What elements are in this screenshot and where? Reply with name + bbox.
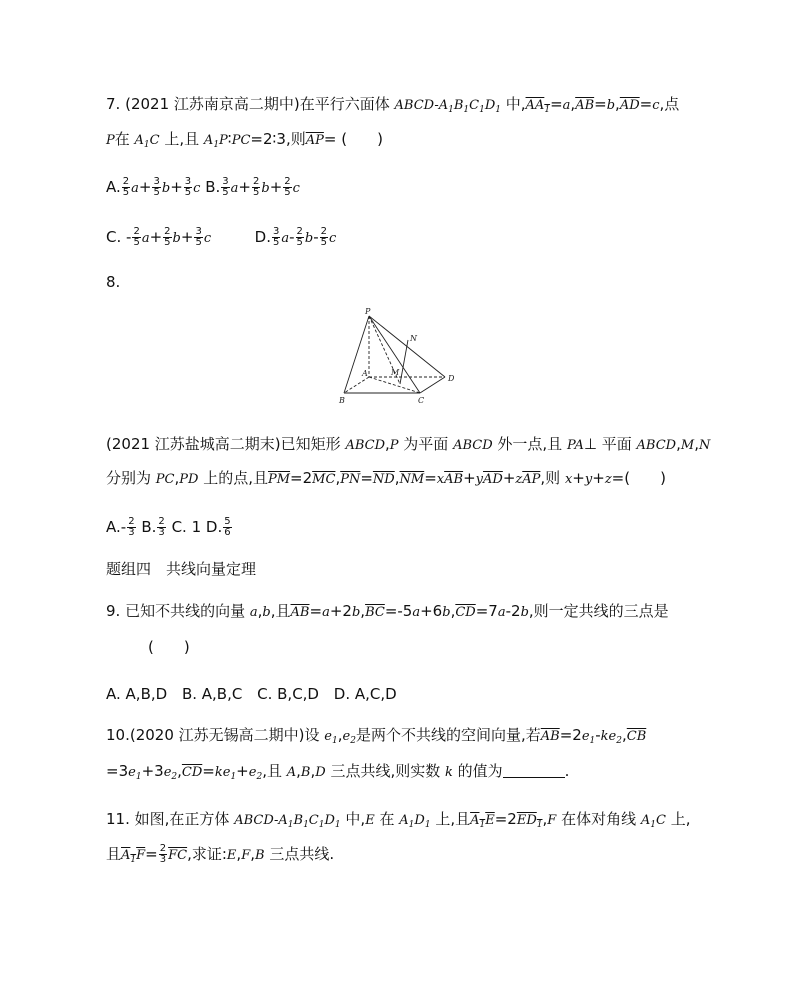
label-N: N <box>410 334 417 343</box>
q8-option-d: D. <box>205 518 223 536</box>
label-A: A <box>362 369 368 378</box>
q7-option-c: C. <box>106 228 122 246</box>
q9-option-b: B. A,B,C <box>181 685 243 703</box>
q8-option-b: B. <box>141 518 157 536</box>
q8-options: A.- $\frac{2}{3}$ B. $\frac{2}{3}$ C. 1 D. $\frac{5}{6}$ <box>106 516 231 538</box>
q10-line2: $=3e_1+3e_2,\overline{CD}=ke_1+e_2$,且 A,B,D 三点共线,则实数 k 的值为 . <box>106 762 570 782</box>
q7-option-a: A. <box>106 178 121 196</box>
q10-answer-blank[interactable] <box>503 763 565 778</box>
label-C: C <box>418 396 425 405</box>
q8-line2: 分别为 PC,PD 上的点,且$\overline{PM}=2\overline{MC},\overline{PN}=\overline{ND},\overline{NM}=x\overline{AB}+y\overline{AD}+z\overline{AP}$,则 x+y+z=( ) <box>106 469 666 487</box>
q7-line2: P在 $A_1C$ 上,且 $A_1P∶PC=2∶3$,则$\overline{AP}=$ ( ) <box>106 130 383 150</box>
q9-options <box>106 683 407 705</box>
label-D: D <box>448 374 455 383</box>
vec-AP: $\overline{AP}$ <box>305 133 324 148</box>
q9-option-a: A. A,B,D <box>106 685 168 703</box>
q8-source: (2021 江苏盐城高二期末) <box>106 435 281 453</box>
q7-option-d: D. <box>254 228 271 246</box>
q10-source: (2020 江苏无锡高二期中) <box>129 726 305 744</box>
label-M: M <box>391 368 400 377</box>
q7-line1: 7. (2021 江苏南京高二期中)在平行六面体 ABCD-$A_1B_1C_1D_1$ 中$,AA_1=a,\overline{AB}=b,\overline{AD}=c$,点 <box>106 95 680 115</box>
q9-paren: ( ) <box>148 638 190 656</box>
q7-source: (2021 江苏南京高二期中) <box>125 95 300 113</box>
q9-option-c: C. B,C,D <box>257 685 319 703</box>
q9-number: 9. <box>106 602 121 620</box>
q7-options-ab: A. $\frac{2}{5}$ a+ $\frac{3}{5}$ b+ $\frac{3}{5}$ c B. $\frac{3}{5}$ a+ $\frac{2}{5}$ b+ $\frac{2}{5}$ c <box>106 176 300 198</box>
vec-AA1: $AA_1$ <box>525 98 551 115</box>
q11-line1: 11. 如图,在正方体 ABCD-$A_1B_1C_1D_1$ 中,E 在 $A_1D_1$ 上,且$A_1E=2ED_1,F$ 在体对角线 $A_1C$ 上, <box>106 810 691 830</box>
q8-option-a: A. <box>106 518 121 536</box>
q10-number: 10. <box>106 726 130 744</box>
q7-options-cd: C. - $\frac{2}{5}$ a+ $\frac{2}{5}$ b+ $\frac{3}{5}$ c D. $\frac{3}{5}$ a- $\frac{2}{5}$ b- $\frac{2}{5}$ c <box>106 226 337 248</box>
q8-option-c: C. 1 <box>171 518 202 536</box>
q7-option-b: B. <box>205 178 221 196</box>
q8-line1: (2021 江苏盐城高二期末)已知矩形 ABCD,P 为平面 ABCD 外一点,且 PA⊥ 平面 ABCD,M,N <box>106 435 711 453</box>
group4-heading: 题组四 共线向量定理 <box>106 560 257 578</box>
q11-number: 11. <box>106 810 130 828</box>
vec-AD: $\overline{AD}$ <box>619 98 640 113</box>
q10-line1: 10.(2020 江苏无锡高二期中)设 $e_1,e_2$是两个不共线的空间向量,若$\overline{AB}=2e_1-ke_2,\overline{CB}$ <box>106 726 647 746</box>
q11-line2: 且$A_1F=$ $\frac{2}{3}$ $\overline{FC}$,求证:E,F,B 三点共线. <box>106 843 335 865</box>
q8-number: 8. <box>106 273 121 291</box>
label-B: B <box>339 396 345 405</box>
q9-line1: 9. 已知不共线的向量 a,b,且$\overline{AB}=a+2b,\overline{BC}=-5a+6b,\overline{CD}=7a-2b$,则一定共线的三点是 <box>106 602 669 620</box>
label-P: P <box>365 307 371 316</box>
q7-solid: ABCD-$A_1B_1C_1D_1$ <box>394 98 501 115</box>
vec-AB: $\overline{AB}$ <box>575 98 595 113</box>
q9-option-d: D. A,C,D <box>333 685 397 703</box>
pyramid-figure <box>332 304 462 408</box>
q7-number: 7. <box>106 95 121 113</box>
